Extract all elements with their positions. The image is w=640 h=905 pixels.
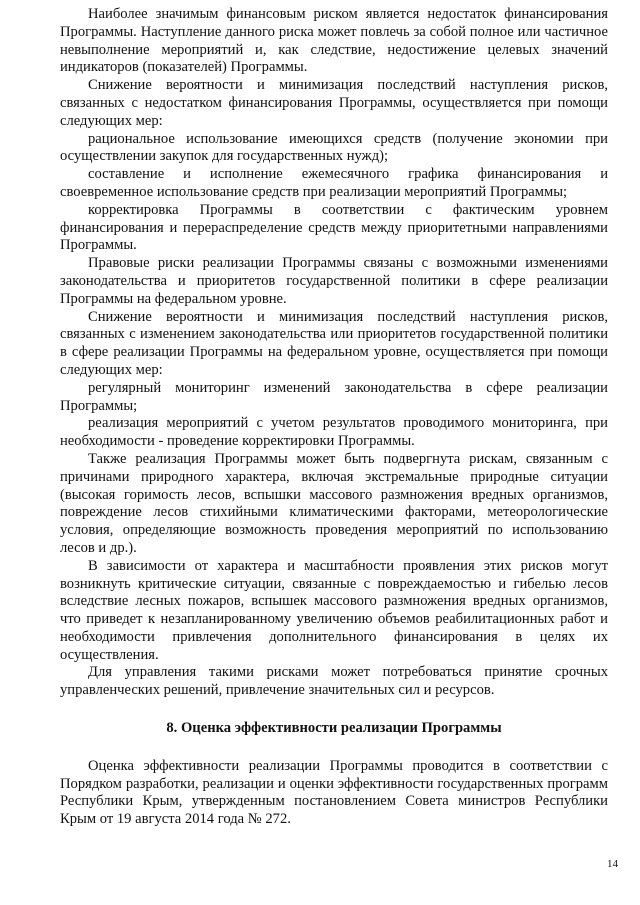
paragraph-measure-rational-use: рациональное использование имеющихся средств (получение экономии при осуществлении закупок для государственных нужд); bbox=[60, 130, 608, 165]
paragraph-measure-monitoring: регулярный мониторинг изменений законодательства в сфере реализации Программы; bbox=[60, 379, 608, 414]
paragraph-natural-risks: Также реализация Программы может быть подвергнута рискам, связанным с причинами природного характера, включая экстремальные природные ситуации (высокая горимость лесов, вспышки массового размножения вредных организмов, повреждение лесов стихийными климатическими факторами, метеорологические условия, определяющие возможность проведения мероприятий по использованию лесов и др.). bbox=[60, 450, 608, 556]
body-text-top bbox=[60, 6, 608, 700]
paragraph-financial-measures-intro: Снижение вероятности и минимизация последствий наступления рисков, связанных с недостатком финансирования Программы, осуществляется при помощи следующих мер: bbox=[60, 77, 608, 129]
paragraph-legal-measures-intro: Снижение вероятности и минимизация последствий наступления рисков, связанных с изменением законодательства или приоритетов государственной политики в сфере реализации Программы на федеральном уровне, осуществляется при помощи следующих мер: bbox=[60, 308, 608, 378]
paragraph-financial-risk: Наиболее значимым финансовым риском является недостаток финансирования Программы. Наступление данного риска может повлечь за собой полное или частичное невыполнение мероприятий и, как следствие, недостижение целевых значений индикаторов (показателей) Программы. bbox=[60, 6, 608, 76]
paragraph-efficiency-evaluation: Оценка эффективности реализации Программы проводится в соответствии с Порядком разработки, реализации и оценки эффективности государственных программ Республики Крым, утвержденным постановлением Совета министров Республики Крым от 19 августа 2014 года № 272. bbox=[60, 757, 608, 828]
page-number: 14 bbox=[607, 858, 618, 870]
section-heading: 8. Оценка эффективности реализации Программы bbox=[166, 720, 502, 737]
body-text-bottom bbox=[60, 758, 608, 829]
paragraph-measure-implementation: реализация мероприятий с учетом результатов проводимого мониторинга, при необходимости - проведение корректировки Программы. bbox=[60, 415, 608, 450]
paragraph-risk-management: Для управления такими рисками может потребоваться принятие срочных управленческих решений, привлечение значительных сил и ресурсов. bbox=[60, 664, 608, 699]
paragraph-measure-schedule: составление и исполнение ежемесячного графика финансирования и своевременное использование средств при реализации мероприятий Программы; bbox=[60, 166, 608, 200]
paragraph-legal-risks: Правовые риски реализации Программы связаны с возможными изменениями законодательства и приоритетов государственной политики в сфере реализации Программы на федеральном уровне. bbox=[60, 255, 608, 307]
paragraph-critical-situations: В зависимости от характера и масштабности проявления этих рисков могут возникнуть критические ситуации, связанные с повреждаемостью и гибелью лесов вследствие лесных пожаров, вспышек массового размножения вредных организмов, что приведет к незапланированному увеличению объемов реабилитационных работ и необходимости привлечения дополнительного финансирования в целях их осуществления. bbox=[60, 557, 608, 663]
paragraph-measure-adjustment: корректировка Программы в соответствии с фактическим уровнем финансирования и перераспределение средств между приоритетными направлениями Программы. bbox=[60, 201, 608, 254]
